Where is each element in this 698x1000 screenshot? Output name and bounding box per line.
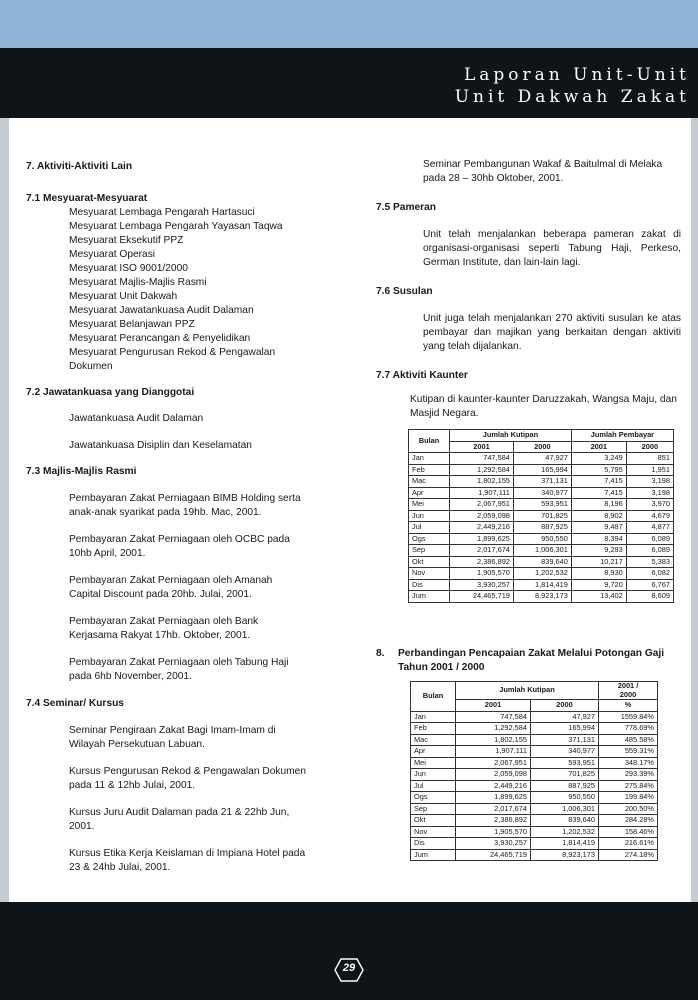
value-cell: 1,907,111 xyxy=(456,746,531,758)
table-header-year: 2001 xyxy=(450,441,514,453)
month-cell: Apr xyxy=(409,487,450,499)
month-cell: Dis xyxy=(411,838,456,850)
list-item: Mesyuarat Belanjawan PPZ xyxy=(69,319,195,330)
value-cell: 371,131 xyxy=(531,734,599,746)
value-cell: 485.58% xyxy=(599,734,658,746)
list-item: Jawatankuasa Audit Dalaman xyxy=(69,413,204,424)
value-cell: 1,905,570 xyxy=(450,568,514,580)
official-events-list xyxy=(26,479,306,684)
list-item: Pembayaran Zakat Perniagaan oleh Bank Kerjasama Rakyat 17hb. Oktober, 2001. xyxy=(69,616,259,641)
value-cell: 1,292,584 xyxy=(450,464,514,476)
value-cell: 1,899,625 xyxy=(456,792,531,804)
seminar-continued: Seminar Pembangunan Wakaf & Baitulmal di Melaka pada 28 – 30hb Oktober, 2001. xyxy=(423,159,663,184)
table-header-year: 2000 xyxy=(626,441,673,453)
value-cell: 1,899,625 xyxy=(450,533,514,545)
value-cell: 371,131 xyxy=(513,476,571,488)
left-column xyxy=(26,160,306,875)
seminar-list xyxy=(26,711,306,875)
list-item: Mesyuarat Jawatankuasa Audit Dalaman xyxy=(69,305,254,316)
month-cell: Apr xyxy=(411,746,456,758)
value-cell: 47,927 xyxy=(531,711,599,723)
value-cell: 24,465,719 xyxy=(456,849,531,861)
section-7-2-title: 7.2 Jawatankuasa yang Dianggotai xyxy=(26,387,195,398)
month-cell: Mac xyxy=(409,476,450,488)
list-item: Pembayaran Zakat Perniagaan oleh OCBC pada 10hb April, 2001. xyxy=(69,534,290,559)
table-body xyxy=(411,711,658,861)
section-8 xyxy=(376,647,676,675)
table-row xyxy=(411,769,658,781)
value-cell: 2,059,098 xyxy=(456,769,531,781)
table-row xyxy=(409,487,674,499)
table-header-year: 2001 xyxy=(571,441,626,453)
value-cell: 3,930,257 xyxy=(450,579,514,591)
table-row xyxy=(409,476,674,488)
table-row xyxy=(411,803,658,815)
list-item: Kursus Juru Audit Dalaman pada 21 & 22hb Jun, 2001. xyxy=(69,807,290,832)
exhibition-text: Unit telah menjalankan beberapa pameran zakat di organisasi-organisasi seperti Tabung Haji, Perkeso, German Institute, dan lain-lain lagi. xyxy=(423,229,681,268)
table-header-percent: % xyxy=(599,700,658,712)
value-cell: 199.84% xyxy=(599,792,658,804)
month-cell: Feb xyxy=(409,464,450,476)
value-cell: 1,292,584 xyxy=(456,723,531,735)
value-cell: 158.46% xyxy=(599,826,658,838)
value-cell: 701,825 xyxy=(531,769,599,781)
month-cell: Okt xyxy=(411,815,456,827)
month-cell: Okt xyxy=(409,556,450,568)
value-cell: 9,293 xyxy=(571,545,626,557)
list-item: Mesyuarat Perancangan & Penyelidikan xyxy=(69,333,251,344)
list-item: Mesyuarat Pengurusan Rekod & Pengawalan Dokumen xyxy=(69,347,276,372)
list-item: Kursus Etika Kerja Keislaman di Impiana Hotel pada 23 & 24hb Julai, 2001. xyxy=(69,848,306,873)
month-cell: Jun xyxy=(411,769,456,781)
month-cell: Jum xyxy=(409,591,450,603)
list-item: Jawatankuasa Disiplin dan Keselamatan xyxy=(69,440,252,451)
table-row xyxy=(411,746,658,758)
value-cell: 1,202,532 xyxy=(513,568,571,580)
list-item: Mesyuarat Lembaga Pengarah Yayasan Taqwa xyxy=(69,221,283,232)
value-cell: 559.31% xyxy=(599,746,658,758)
value-cell: 778.69% xyxy=(599,723,658,735)
table-header-year: 2000 xyxy=(531,700,599,712)
table-header-bulan: Bulan xyxy=(409,430,450,453)
value-cell: 1,907,111 xyxy=(450,487,514,499)
value-cell: 165,994 xyxy=(513,464,571,476)
value-cell: 3,970 xyxy=(626,499,673,511)
top-band xyxy=(0,0,698,48)
month-cell: Jum xyxy=(411,849,456,861)
month-cell: Jun xyxy=(409,510,450,522)
table-header-year: 2000 xyxy=(513,441,571,453)
table-row xyxy=(409,533,674,545)
table-header-pembayar: Jumlah Pembayar xyxy=(571,430,673,442)
page-header xyxy=(0,48,698,118)
value-cell: 1,905,570 xyxy=(456,826,531,838)
month-cell: Mac xyxy=(411,734,456,746)
value-cell: 2,067,951 xyxy=(456,757,531,769)
table-row xyxy=(411,838,658,850)
month-cell: Nov xyxy=(409,568,450,580)
value-cell: 1,802,155 xyxy=(450,476,514,488)
month-cell: Nov xyxy=(411,826,456,838)
month-cell: Dis xyxy=(409,579,450,591)
value-cell: 340,977 xyxy=(531,746,599,758)
value-cell: 24,465,719 xyxy=(450,591,514,603)
ratio-label: 2001 / 2000 xyxy=(617,681,639,699)
month-cell: Feb xyxy=(411,723,456,735)
table-row xyxy=(411,792,658,804)
list-item: Seminar Pengiraan Zakat Bagi Imam-Imam di Wilayah Persekutuan Labuan. xyxy=(69,725,276,750)
value-cell: 8,196 xyxy=(571,499,626,511)
value-cell: 200.50% xyxy=(599,803,658,815)
value-cell: 1,006,301 xyxy=(531,803,599,815)
counter-collection-table xyxy=(408,429,674,603)
value-cell: 701,825 xyxy=(513,510,571,522)
value-cell: 6,767 xyxy=(626,579,673,591)
table-row xyxy=(411,815,658,827)
value-cell: 1,814,419 xyxy=(531,838,599,850)
value-cell: 6,089 xyxy=(626,545,673,557)
table-row xyxy=(411,723,658,735)
value-cell: 9,487 xyxy=(571,522,626,534)
value-cell: 1,951 xyxy=(626,464,673,476)
table-row xyxy=(409,579,674,591)
value-cell: 293.39% xyxy=(599,769,658,781)
table-header-ratio xyxy=(599,682,658,700)
value-cell: 839,640 xyxy=(513,556,571,568)
header-title-line2: Unit Dakwah Zakat xyxy=(454,87,690,107)
table-row xyxy=(411,734,658,746)
table-header-kutipan: Jumlah Kutipan xyxy=(456,682,599,700)
table-row xyxy=(409,556,674,568)
value-cell: 216.61% xyxy=(599,838,658,850)
month-cell: Sep xyxy=(411,803,456,815)
list-item: Kursus Pengurusan Rekod & Pengawalan Dokumen pada 11 & 12hb Julai, 2001. xyxy=(69,766,306,791)
list-item: Pembayaran Zakat Perniagaan oleh Tabung Haji pada 6hb November, 2001. xyxy=(69,657,289,682)
value-cell: 6,089 xyxy=(626,533,673,545)
value-cell: 887,925 xyxy=(513,522,571,534)
value-cell: 1,814,419 xyxy=(513,579,571,591)
value-cell: 2,449,216 xyxy=(450,522,514,534)
list-item: Mesyuarat Eksekutif PPZ xyxy=(69,235,184,246)
value-cell: 1559.84% xyxy=(599,711,658,723)
section-8-title: Perbandingan Pencapaian Zakat Melalui Potongan Gaji Tahun 2001 / 2000 xyxy=(398,648,665,673)
table-row xyxy=(411,826,658,838)
meeting-list xyxy=(26,206,306,374)
month-cell: Mei xyxy=(411,757,456,769)
value-cell: 2,449,216 xyxy=(456,780,531,792)
value-cell: 6,082 xyxy=(626,568,673,580)
list-item: Pembayaran Zakat Perniagaan oleh Amanah Capital Discount pada 20hb. Julai, 2001. xyxy=(69,575,273,600)
table-row xyxy=(411,757,658,769)
value-cell: 5,383 xyxy=(626,556,673,568)
page-number: 29 xyxy=(342,962,356,974)
month-cell: Mei xyxy=(409,499,450,511)
month-cell: Jul xyxy=(411,780,456,792)
header-title-line1: Laporan Unit-Unit xyxy=(464,65,690,85)
value-cell: 8,609 xyxy=(626,591,673,603)
value-cell: 3,198 xyxy=(626,487,673,499)
table-row xyxy=(409,464,674,476)
table-row xyxy=(409,522,674,534)
value-cell: 4,679 xyxy=(626,510,673,522)
value-cell: 2,386,892 xyxy=(450,556,514,568)
table-row xyxy=(409,545,674,557)
list-item: Mesyuarat Unit Dakwah xyxy=(69,291,178,302)
value-cell: 10,217 xyxy=(571,556,626,568)
value-cell: 1,802,155 xyxy=(456,734,531,746)
month-cell: Jul xyxy=(409,522,450,534)
month-cell: Ogs xyxy=(411,792,456,804)
section-7-title: 7. Aktiviti-Aktiviti Lain xyxy=(26,161,133,172)
value-cell: 13,402 xyxy=(571,591,626,603)
value-cell: 593,951 xyxy=(531,757,599,769)
table-row xyxy=(409,591,674,603)
value-cell: 593,951 xyxy=(513,499,571,511)
month-cell: Ogs xyxy=(409,533,450,545)
table-row xyxy=(409,510,674,522)
value-cell: 747,584 xyxy=(456,711,531,723)
section-7-1-title: 7.1 Mesyuarat-Mesyuarat xyxy=(26,193,148,204)
value-cell: 851 xyxy=(626,453,673,465)
month-cell: Jan xyxy=(411,711,456,723)
value-cell: 747,584 xyxy=(450,453,514,465)
value-cell: 284.28% xyxy=(599,815,658,827)
value-cell: 3,930,257 xyxy=(456,838,531,850)
salary-deduction-table xyxy=(410,681,658,861)
value-cell: 839,640 xyxy=(531,815,599,827)
value-cell: 1,006,301 xyxy=(513,545,571,557)
value-cell: 5,795 xyxy=(571,464,626,476)
value-cell: 8,902 xyxy=(571,510,626,522)
list-item: Mesyuarat Lembaga Pengarah Hartasuci xyxy=(69,207,255,218)
value-cell: 274.18% xyxy=(599,849,658,861)
section-7-7-title: 7.7 Aktiviti Kaunter xyxy=(376,370,468,381)
value-cell: 950,550 xyxy=(531,792,599,804)
page-number-badge xyxy=(334,958,364,982)
list-item: Mesyuarat Majlis-Majlis Rasmi xyxy=(69,277,207,288)
table-row xyxy=(409,453,674,465)
value-cell: 8,923,173 xyxy=(531,849,599,861)
table-body xyxy=(409,453,674,603)
value-cell: 887,925 xyxy=(531,780,599,792)
table-row xyxy=(411,849,658,861)
value-cell: 340,977 xyxy=(513,487,571,499)
value-cell: 9,720 xyxy=(571,579,626,591)
table-header-bulan: Bulan xyxy=(411,682,456,712)
table-row xyxy=(411,780,658,792)
value-cell: 950,550 xyxy=(513,533,571,545)
list-item: Mesyuarat ISO 9001/2000 xyxy=(69,263,188,274)
section-7-3-title: 7.3 Majlis-Majlis Rasmi xyxy=(26,466,137,477)
value-cell: 2,067,951 xyxy=(450,499,514,511)
list-item: Pembayaran Zakat Perniagaan BIMB Holding serta anak-anak syarikat pada 19hb. Mac, 2001. xyxy=(69,493,301,518)
value-cell: 165,994 xyxy=(531,723,599,735)
value-cell: 8,394 xyxy=(571,533,626,545)
value-cell: 1,202,532 xyxy=(531,826,599,838)
value-cell: 8,930 xyxy=(571,568,626,580)
value-cell: 275.84% xyxy=(599,780,658,792)
value-cell: 2,017,674 xyxy=(456,803,531,815)
value-cell: 2,386,892 xyxy=(456,815,531,827)
value-cell: 3,198 xyxy=(626,476,673,488)
table-row xyxy=(409,499,674,511)
table-header-kutipan: Jumlah Kutipan xyxy=(450,430,572,442)
value-cell: 4,877 xyxy=(626,522,673,534)
value-cell: 7,415 xyxy=(571,487,626,499)
section-7-5-title: 7.5 Pameran xyxy=(376,202,437,213)
table-row xyxy=(409,568,674,580)
month-cell: Sep xyxy=(409,545,450,557)
value-cell: 8,923,173 xyxy=(513,591,571,603)
followup-text: Unit juga telah menjalankan 270 aktiviti susulan ke atas pembayar dan majikan yang berkaitan dengan aktiviti yang telah dijalankan. xyxy=(423,313,681,352)
month-cell: Jan xyxy=(409,453,450,465)
section-7-4-title: 7.4 Seminar/ Kursus xyxy=(26,698,124,709)
value-cell: 2,059,098 xyxy=(450,510,514,522)
section-8-number: 8. xyxy=(376,648,385,659)
value-cell: 47,927 xyxy=(513,453,571,465)
table-header-year: 2001 xyxy=(456,700,531,712)
counter-text: Kutipan di kaunter-kaunter Daruzzakah, Wangsa Maju, dan Masjid Negara. xyxy=(410,394,677,419)
committee-list xyxy=(26,400,306,453)
value-cell: 3,249 xyxy=(571,453,626,465)
page-footer xyxy=(0,902,698,1000)
value-cell: 348.17% xyxy=(599,757,658,769)
value-cell: 2,017,674 xyxy=(450,545,514,557)
section-7-6-title: 7.6 Susulan xyxy=(376,286,433,297)
value-cell: 7,415 xyxy=(571,476,626,488)
right-column xyxy=(376,160,681,421)
list-item: Mesyuarat Operasi xyxy=(69,249,156,260)
table-row xyxy=(411,711,658,723)
